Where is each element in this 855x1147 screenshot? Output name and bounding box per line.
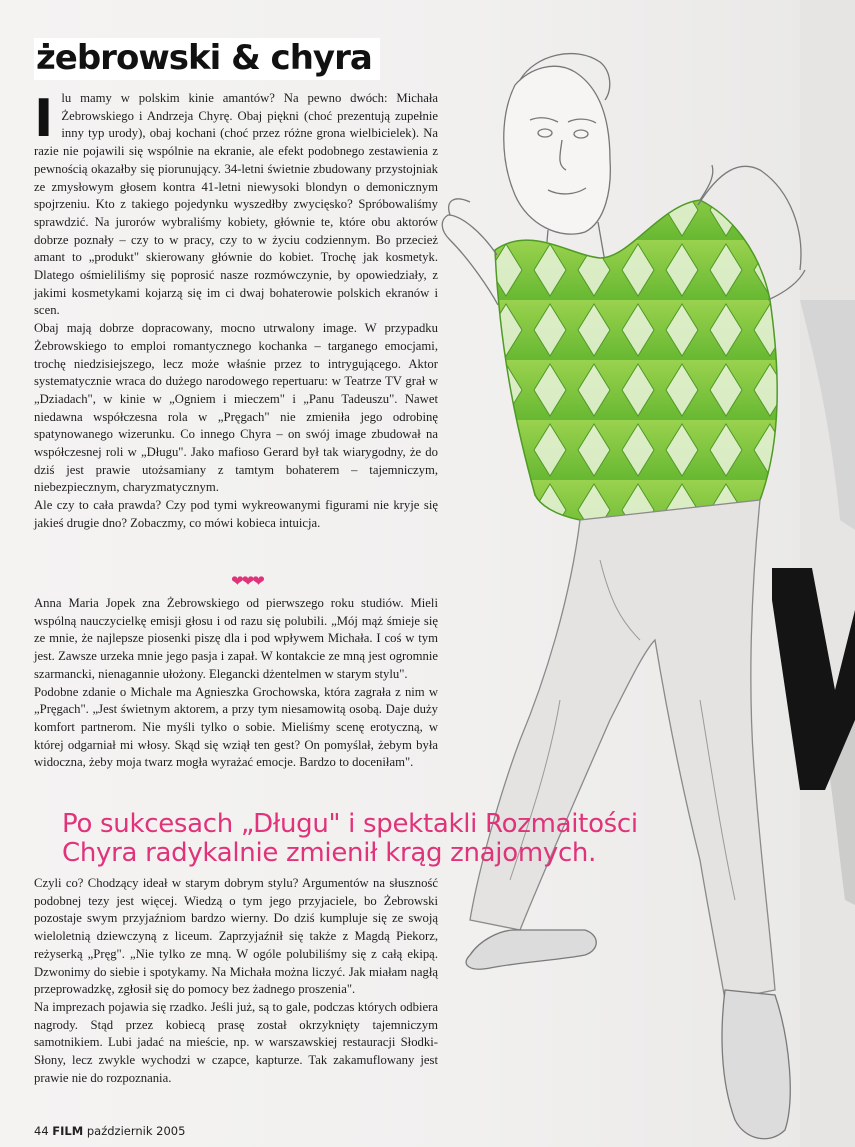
paragraph: lu mamy w polskim kinie amantów? Na pewno dwóch: Michała Żebrowskiego i Andrzeja Chyrę. Obaj piękni (choć prezentują zupełnie inny typ urody), obaj kochani (choć przez różne grona wielbicielek). Na razie nie pojawili się wspólnie na ekranie, ale efekt podobnego zestawienia z pewnością okazałby się piorunujący. 34-letni świetnie zbudowany przystojniak ze zmysłowym głosem kontra 41-letni niewysoki blondyn o demonicznym spojrzeniu. Kto z takiego pojedynku wyszedłby zwycięsko? Spróbowaliśmy sprawdzić. Na jurorów wybraliśmy kobiety, głównie te, które obu aktorów dobrze poznały – czy to w pracy, czy to w życiu codziennym. Bo przecież amant to „produkt" skierowany głównie do kobiet. Trochę jak kosmetyk. Dlatego ośmieliliśmy się poprosić nasze rozmówczynie, by opowiedziały, z jakimi kosmetykami kojarzą się im ci dwaj bohaterowie polskich ekranów i scen.: [34, 91, 438, 318]
article-column-jopek: [34, 595, 438, 772]
paragraph: Ale czy to cała prawda? Czy pod tymi wykreowanymi figurami nie kryje się jakieś drugie dno? Zobaczmy, co mówi kobieca intuicja.: [34, 498, 438, 530]
page-number: 44: [34, 1124, 49, 1138]
paragraph: Obaj mają dobrze dopracowany, mocno utrwalony image. W przypadku Żebrowskiego to emploi romantycznego kochanka – targanego emocjami, trochę niedzisiejszego, lecz może właśnie przez to intrygującego. Aktor systematycznie wraca do dużego narodowego repertuaru: w Teatrze TV grał w „Dziadach", w kinie w „Ogniem i mieczem" i „Panu Tadeuszu". Nawet niedawna współczesna rola w „Pręgach" nie zmieniła jego odrobinę spatynowanego wizerunku. Co innego Chyra – on swój image zbudował na współczesnej roli w „Długu". Jako mafioso Gerard był tak wiarygodny, że do dziś jest prawie utożsamiany z tamtym bohaterem – tajemniczym, niebezpiecznym, charyzmatycznym.: [34, 321, 438, 495]
hearts-divider: ❤❤❤: [231, 574, 263, 590]
article-column-intro: [34, 90, 438, 533]
pull-quote: [62, 810, 662, 868]
paragraph: Czyli co? Chodzący ideał w starym dobrym stylu? Argumentów na słuszność podobnej tezy jest więcej. Wiedzą o tym jego przyjaciele, bo Żebrowski pozostaje swym przyjaźniom bardzo wierny. Do dziś kumpluje się ze swoją wieloletnią dziewczyną z liceum. Zaprzyjaźnił się także z Magdą Piekorz, reżyserką „Pręg". „Nie tylko ze mną. W ogóle polubiliśmy się z całą ekipą. Dzwonimy do siebie i spotykamy. Na Michała można liczyć. Jak miałam nagłą przeprowadzkę, zgłosił się do pomocy bez żadnego proszenia".: [34, 876, 438, 997]
paragraph: Podobne zdanie o Michale ma Agnieszka Grochowska, która zagrała z nim w „Pręgach". „Jest świetnym aktorem, a przy tym niesamowitą osobą. Daje duży komfort partnerom. Nie myśli tylko o sobie. Mieliśmy scenę erotyczną, w której odgarniał mi włosy. Skąd się wziął ten gest? On pomyślał, żebym była widoczna, żeby moja twarz mogła wyrażać emocje. Bardzo to doceniłam".: [34, 684, 438, 770]
paragraph: Na imprezach pojawia się rzadko. Jeśli już, są to gale, podczas których odbiera nagrody. Stąd przez kobiecą prasę został okrzyknięty tajemniczym samotnikiem. Lubi jadać na mieście, np. w warszawskiej restauracji Słodki-Słony, lecz zwykle wychodzi w czapce, kapturze. Tak zakamuflowany jest prawie nie do rozpoznania.: [34, 999, 438, 1085]
magazine-name: FILM: [52, 1124, 84, 1138]
paragraph: Anna Maria Jopek zna Żebrowskiego od pierwszego roku studiów. Mieli wspólną nauczycielkę emisji głosu i od razu się polubili. „Mój mąż śmieje się ze mnie, że najlepsze piosenki piszę dla i pod wpływem Michała. I coś w tym jest. Zawsze urzeka mnie jego pasja i zapał. W kontakcie ze mną jest ogromnie szarmancki, nienagannie ułożony. Elegancki dżentelmen w starym stylu".: [34, 596, 438, 681]
page-footer: [34, 1124, 185, 1138]
dropcap: I: [34, 89, 54, 149]
pull-quote-line: Po sukcesach „Długu" i spektakli Rozmaitości: [62, 809, 638, 839]
issue-date: październik 2005: [86, 1124, 186, 1138]
article-column-friends: [34, 875, 438, 1087]
article-title: żebrowski & chyra: [34, 38, 380, 80]
pull-quote-line: Chyra radykalnie zmienił krąg znajomych.: [62, 838, 597, 868]
argyle-vest: [495, 200, 777, 525]
